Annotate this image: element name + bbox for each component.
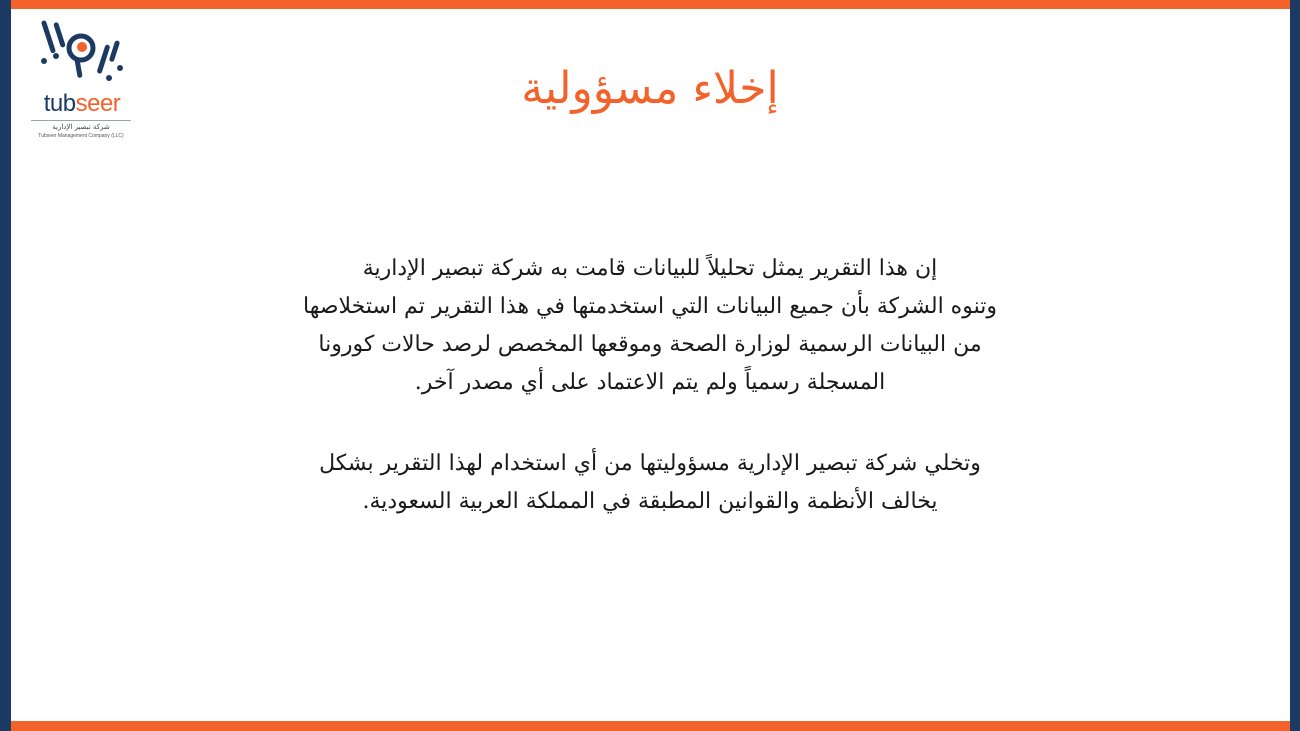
slide-title: إخلاء مسؤولية bbox=[521, 63, 779, 114]
logo-wordmark-part2: seer bbox=[75, 90, 121, 117]
logo-wordmark-part1: tub bbox=[43, 90, 76, 117]
bottom-accent-bar bbox=[11, 721, 1290, 731]
disclaimer-paragraph-1 bbox=[250, 250, 1050, 402]
company-logo bbox=[26, 14, 136, 140]
paragraph-2-line: وتخلي شركة تبصير الإدارية مسؤوليتها من أي استخدام لهذا التقرير بشكل bbox=[319, 451, 981, 476]
logo-wordmark bbox=[32, 92, 132, 116]
right-frame-bar bbox=[1290, 0, 1300, 731]
paragraph-2-line: يخالف الأنظمة والقوانين المطبقة في المملكة العربية السعودية. bbox=[362, 489, 938, 514]
paragraph-1-line: وتنوه الشركة بأن جميع البيانات التي استخدمتها في هذا التقرير تم استخلاصها bbox=[303, 294, 997, 319]
disclaimer-paragraph-2 bbox=[250, 445, 1050, 521]
tubseer-logo-icon bbox=[26, 14, 136, 94]
left-frame-bar bbox=[0, 0, 11, 731]
logo-arabic-name: شركة تبصير الإدارية bbox=[52, 123, 110, 131]
paragraph-1-line: من البيانات الرسمية لوزارة الصحة وموقعها المخصص لرصد حالات كورونا bbox=[318, 332, 982, 357]
top-accent-bar bbox=[11, 0, 1290, 9]
logo-divider bbox=[31, 120, 131, 121]
paragraph-1-line: المسجلة رسمياً ولم يتم الاعتماد على أي مصدر آخر. bbox=[414, 370, 886, 395]
logo-english-name: Tubseer Management Company (LLC) bbox=[38, 133, 124, 139]
paragraph-1-line: إن هذا التقرير يمثل تحليلاً للبيانات قامت به شركة تبصير الإدارية bbox=[362, 256, 938, 281]
